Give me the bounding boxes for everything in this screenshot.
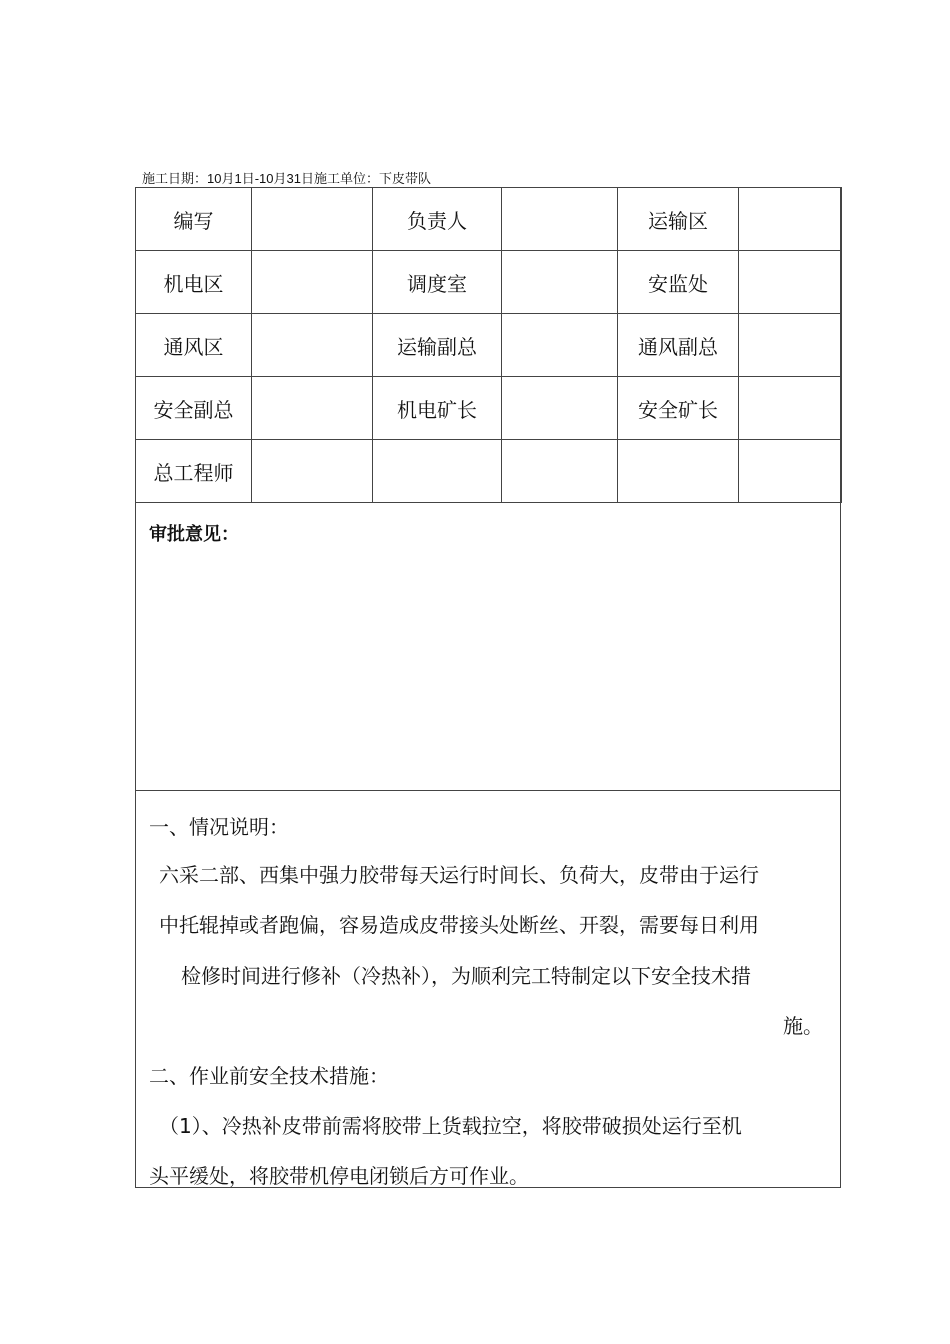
signoff-signature-cell [618,440,739,503]
signoff-role-label: 机电区 [136,251,252,314]
signoff-signature-cell [252,188,373,251]
signoff-signature-cell [252,377,373,440]
signoff-role-label: 编写 [136,188,252,251]
signoff-row [136,440,842,503]
signoff-role-label: 总工程师 [136,440,252,503]
approval-label: 审批意见： [149,524,239,545]
signoff-role-label: 通风副总 [618,314,739,377]
section-1-line: 施。 [783,1014,823,1038]
construction-header: 施工日期：10月1日-10月31日施工单位：下皮带队 [142,171,431,186]
signoff-signature-cell [739,251,842,314]
signoff-signature-cell [739,377,842,440]
section-1-line: 六采二部、西集中强力胶带每天运行时间长、负荷大，皮带由于运行 [159,863,759,887]
signoff-signature-cell [252,440,373,503]
signoff-signature-cell [502,188,618,251]
signoff-row [136,377,842,440]
signoff-role-label: 安全副总 [136,377,252,440]
section-1-line: 中托辊掉或者跑偏，容易造成皮带接头处断丝、开裂，需要每日利用 [159,913,759,937]
signoff-role-label: 运输副总 [373,314,502,377]
signoff-signature-cell [739,188,842,251]
signoff-row [136,251,842,314]
section-2-line: 头平缓处，将胶带机停电闭锁后方可作业。 [149,1164,529,1188]
signoff-signature-cell [739,314,842,377]
signoff-table [135,187,842,503]
signoff-role-label: 通风区 [136,314,252,377]
approval-section [135,508,841,791]
signoff-signature-cell [502,314,618,377]
section-2-line: （1）、冷热补皮带前需将胶带上货载拉空，将胶带破损处运行至机 [159,1114,742,1138]
signoff-role-label: 负责人 [373,188,502,251]
signoff-role-label: 调度室 [373,251,502,314]
signoff-signature-cell [502,377,618,440]
section-1-heading: 一、情况说明： [149,815,289,839]
signoff-role-label: 运输区 [618,188,739,251]
section-1-line: 检修时间进行修补（冷热补），为顺利完工特制定以下安全技术措 [181,964,751,988]
signoff-signature-cell [502,440,618,503]
signoff-signature-cell [252,251,373,314]
signoff-signature-cell [502,251,618,314]
signoff-role-label: 机电矿长 [373,377,502,440]
signoff-role-label: 安全矿长 [618,377,739,440]
signoff-signature-cell [373,440,502,503]
signoff-role-label: 安监处 [618,251,739,314]
signoff-row [136,188,842,251]
signoff-signature-cell [739,440,842,503]
signoff-signature-cell [252,314,373,377]
signoff-row [136,314,842,377]
section-2-heading: 二、作业前安全技术措施： [149,1064,389,1088]
